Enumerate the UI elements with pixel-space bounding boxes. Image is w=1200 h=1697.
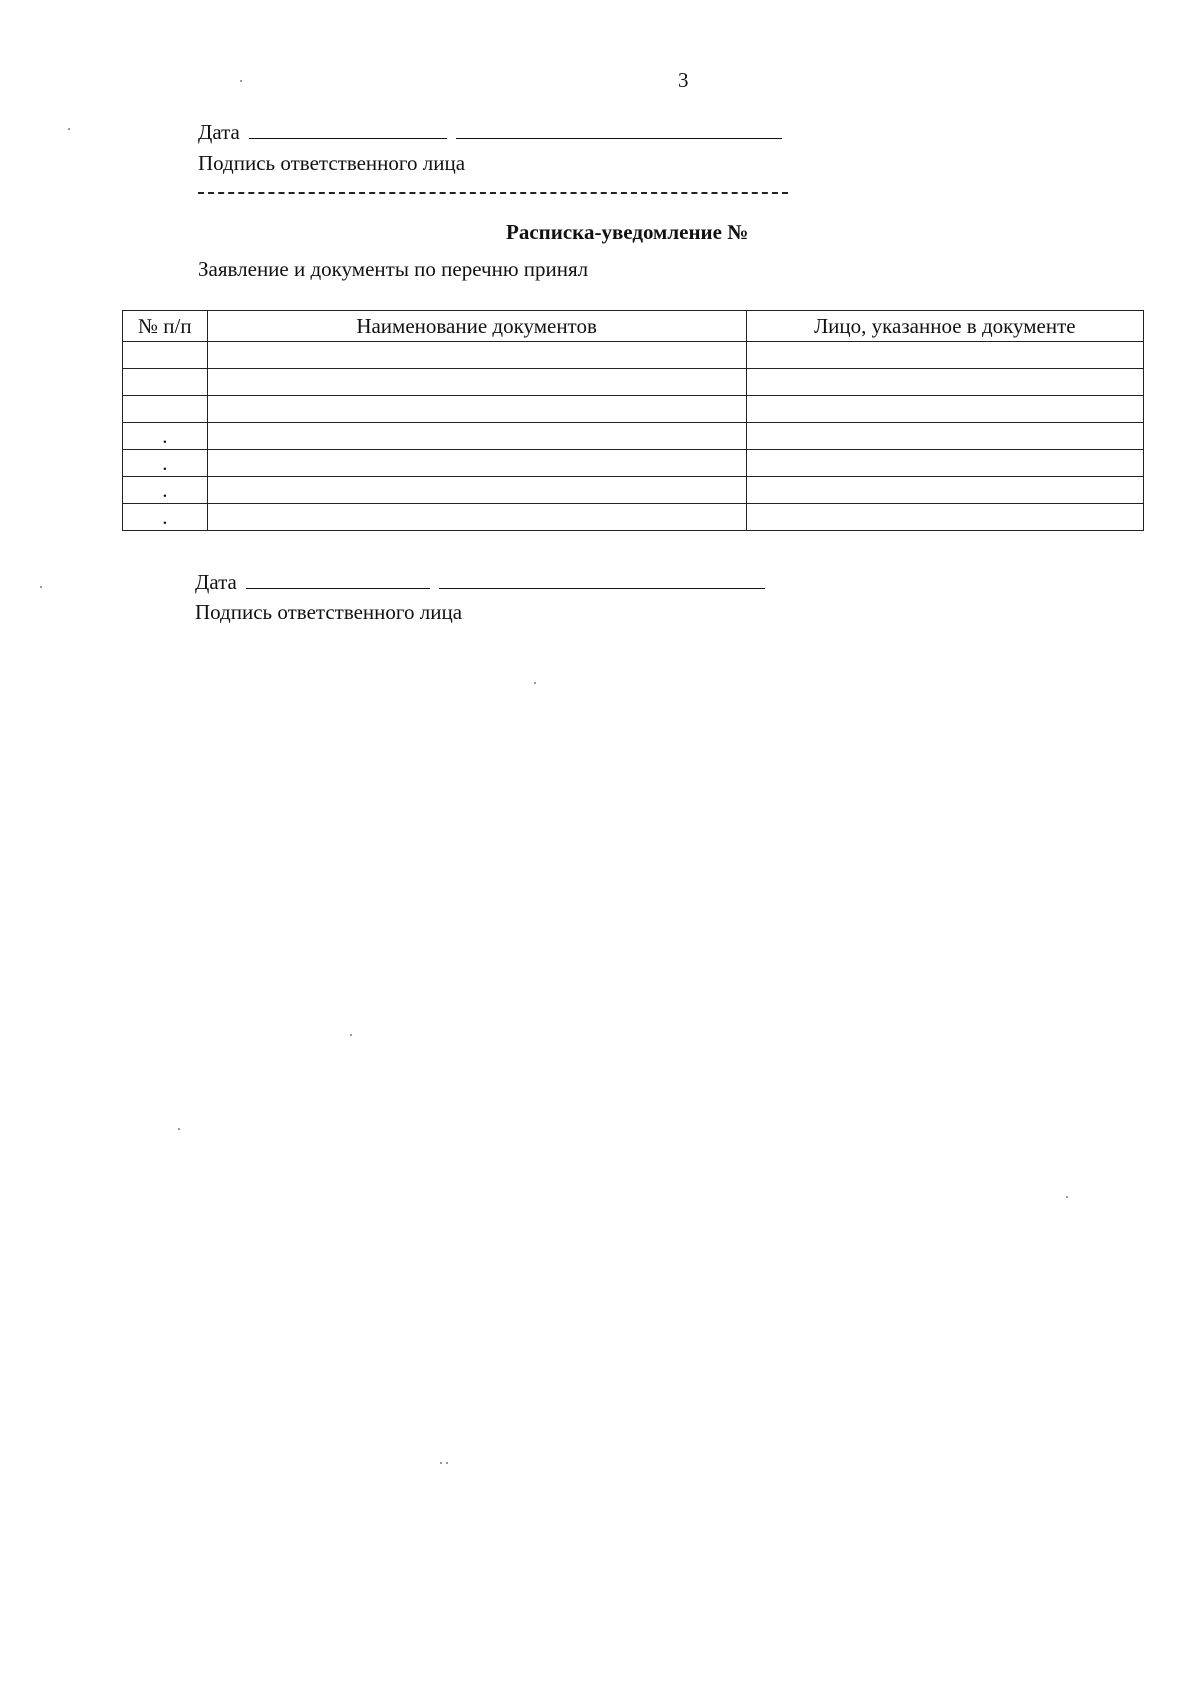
date-label: Дата [195, 570, 237, 594]
cell-number[interactable]: . [123, 450, 208, 477]
cell-person[interactable] [746, 450, 1143, 477]
scan-speck [446, 1462, 448, 1464]
header-number: № п/п [123, 311, 208, 342]
table-row [123, 369, 1144, 396]
date-blank-short[interactable] [249, 137, 447, 139]
cell-document-name[interactable] [207, 369, 746, 396]
date-label: Дата [198, 120, 240, 144]
cell-document-name[interactable] [207, 450, 746, 477]
cell-person[interactable] [746, 477, 1143, 504]
page-number: 3 [678, 68, 689, 92]
cut-line-separator [198, 192, 788, 194]
table-row [123, 450, 1144, 477]
cell-number[interactable]: . [123, 423, 208, 450]
signature-label-top: Подпись ответственного лица [198, 151, 466, 175]
table-header-row [123, 311, 1144, 342]
scan-speck [178, 1128, 180, 1130]
table-row [123, 504, 1144, 531]
scan-speck [534, 682, 536, 684]
receipt-intro: Заявление и документы по перечню принял [198, 257, 589, 281]
table-row [123, 396, 1144, 423]
header-document-name: Наименование документов [207, 311, 746, 342]
cell-person[interactable] [746, 423, 1143, 450]
cell-number[interactable]: . [123, 504, 208, 531]
date-line-top [198, 120, 782, 145]
cell-document-name[interactable] [207, 504, 746, 531]
date-blank-long[interactable] [439, 587, 765, 589]
cell-document-name[interactable] [207, 423, 746, 450]
table-row [123, 342, 1144, 369]
header-person: Лицо, указанное в документе [746, 311, 1143, 342]
cell-person[interactable] [746, 342, 1143, 369]
scan-speck [440, 1462, 442, 1464]
cell-person[interactable] [746, 396, 1143, 423]
cell-number[interactable] [123, 342, 208, 369]
cell-document-name[interactable] [207, 342, 746, 369]
cell-document-name[interactable] [207, 396, 746, 423]
documents-table [122, 310, 1144, 531]
cell-number[interactable] [123, 396, 208, 423]
table-row [123, 477, 1144, 504]
signature-label-bottom: Подпись ответственного лица [195, 600, 463, 624]
cell-document-name[interactable] [207, 477, 746, 504]
receipt-title: Расписка-уведомление № [506, 220, 749, 244]
cell-person[interactable] [746, 369, 1143, 396]
cell-number[interactable] [123, 369, 208, 396]
scan-speck [68, 128, 70, 130]
scan-speck [1066, 1196, 1068, 1198]
date-blank-long[interactable] [456, 137, 782, 139]
date-blank-short[interactable] [246, 587, 430, 589]
scan-speck [40, 586, 42, 588]
scan-speck [350, 1034, 352, 1036]
cell-person[interactable] [746, 504, 1143, 531]
scan-speck [240, 80, 242, 82]
cell-number[interactable]: . [123, 477, 208, 504]
table-row [123, 423, 1144, 450]
date-line-bottom [195, 570, 765, 595]
